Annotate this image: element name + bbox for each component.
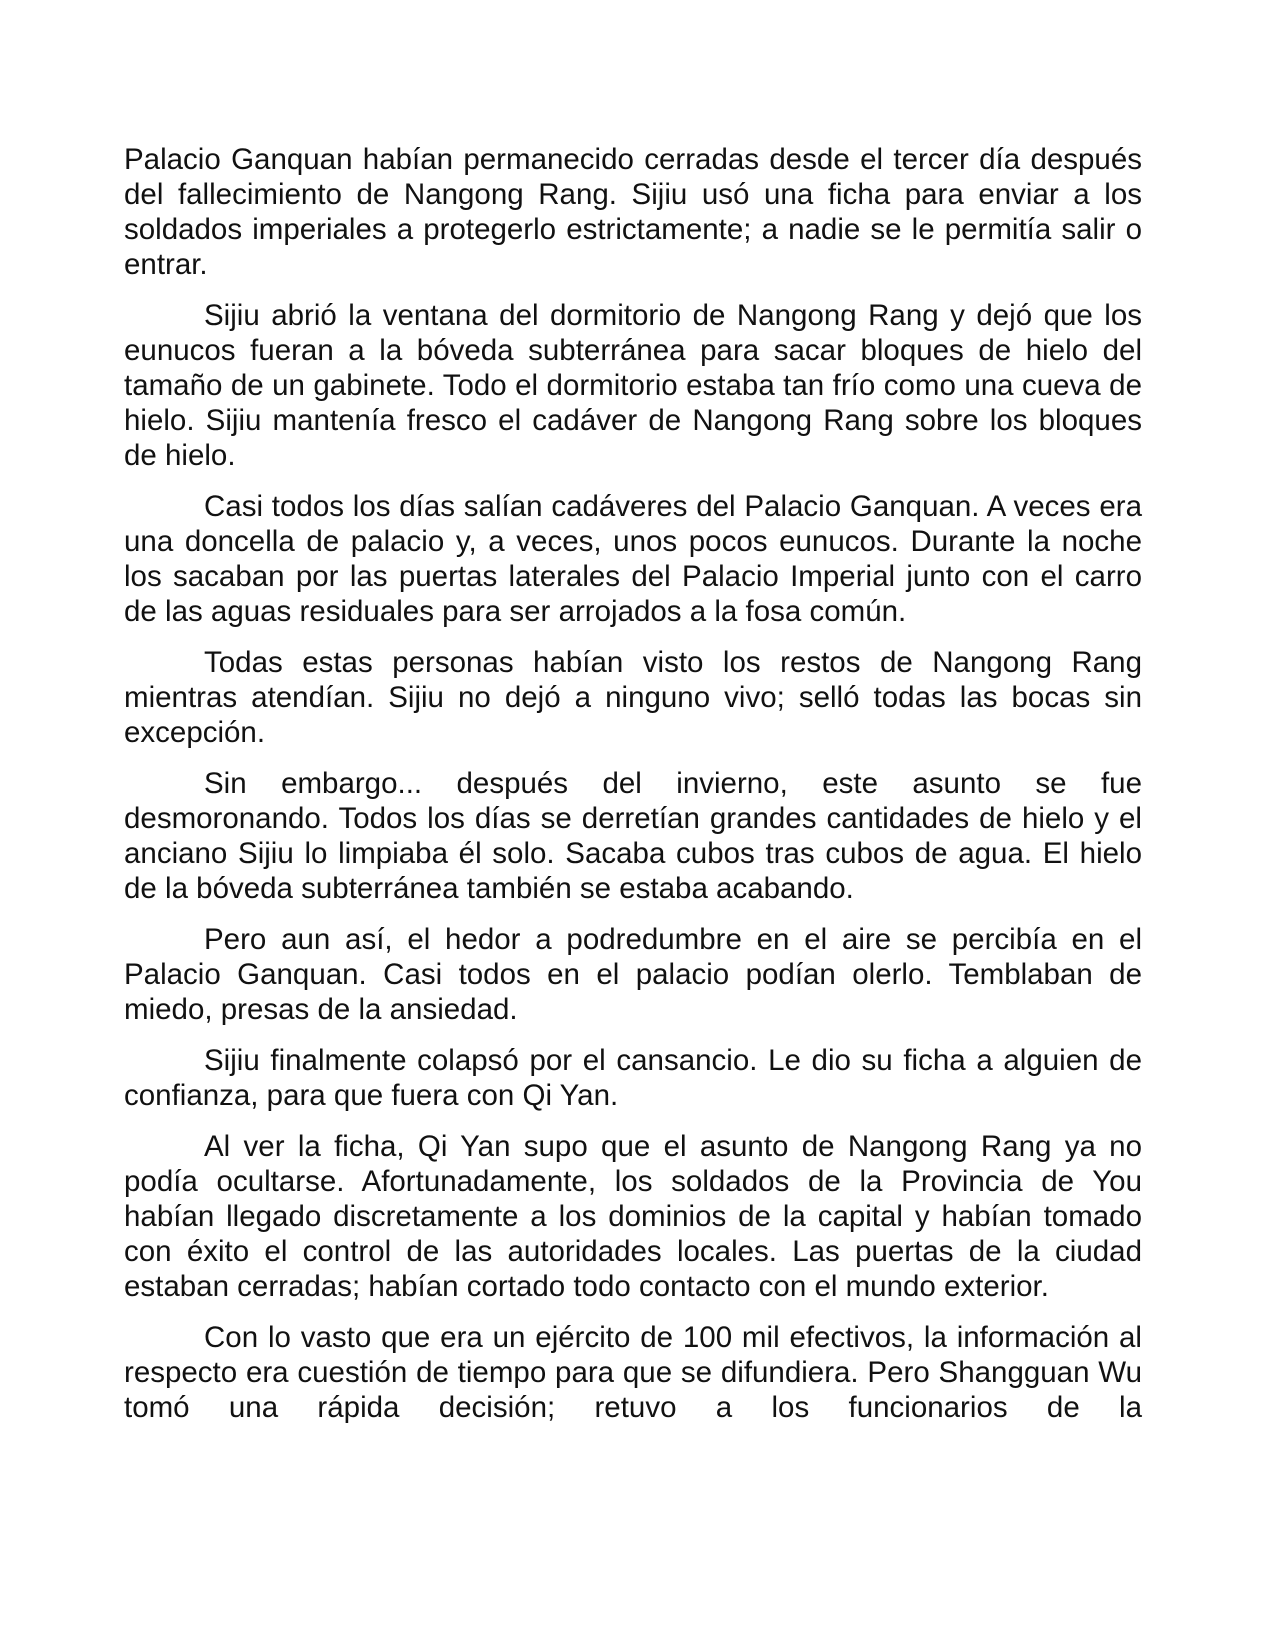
paragraph-9: Con lo vasto que era un ejército de 100 mil efectivos, la información al respecto era cuestión de tiempo para que se difundiera. Pero Shangguan Wu tomó una rápida decisión; retuvo a los funcionarios de la <box>124 1321 1142 1424</box>
paragraph-6: Pero aun así, el hedor a podredumbre en el aire se percibía en el Palacio Ganquan. Casi todos en el palacio podían olerlo. Temblaban de miedo, presas de la ansiedad. <box>124 923 1142 1026</box>
paragraph-4: Todas estas personas habían visto los restos de Nangong Rang mientras atendían. Sijiu no dejó a ninguno vivo; selló todas las bocas sin excepción. <box>124 646 1142 749</box>
paragraph-1: Palacio Ganquan habían permanecido cerradas desde el tercer día después del fallecimiento de Nangong Rang. Sijiu usó una ficha para enviar a los soldados imperiales a protegerlo estrictamente; a nadie se le permitía salir o entrar. <box>124 143 1142 281</box>
paragraph-3: Casi todos los días salían cadáveres del Palacio Ganquan. A veces era una doncella de palacio y, a veces, unos pocos eunucos. Durante la noche los sacaban por las puertas laterales del Palacio Imperial junto con el carro de las aguas residuales para ser arrojados a la fosa común. <box>124 490 1142 628</box>
document-page <box>124 142 1142 1441</box>
paragraph-8: Al ver la ficha, Qi Yan supo que el asunto de Nangong Rang ya no podía ocultarse. Afortunadamente, los soldados de la Provincia de You habían llegado discretamente a los dominios de la capital y habían tomado con éxito el control de las autoridades locales. Las puertas de la ciudad estaban cerradas; habían cortado todo contacto con el mundo exterior. <box>124 1130 1142 1303</box>
paragraph-7: Sijiu finalmente colapsó por el cansancio. Le dio su ficha a alguien de confianza, para que fuera con Qi Yan. <box>124 1044 1142 1112</box>
paragraph-5: Sin embargo... después del invierno, este asunto se fue desmoronando. Todos los días se derretían grandes cantidades de hielo y el anciano Sijiu lo limpiaba él solo. Sacaba cubos tras cubos de agua. El hielo de la bóveda subterránea también se estaba acabando. <box>124 767 1142 905</box>
paragraph-2: Sijiu abrió la ventana del dormitorio de Nangong Rang y dejó que los eunucos fueran a la bóveda subterránea para sacar bloques de hielo del tamaño de un gabinete. Todo el dormitorio estaba tan frío como una cueva de hielo. Sijiu mantenía fresco el cadáver de Nangong Rang sobre los bloques de hielo. <box>124 299 1142 472</box>
